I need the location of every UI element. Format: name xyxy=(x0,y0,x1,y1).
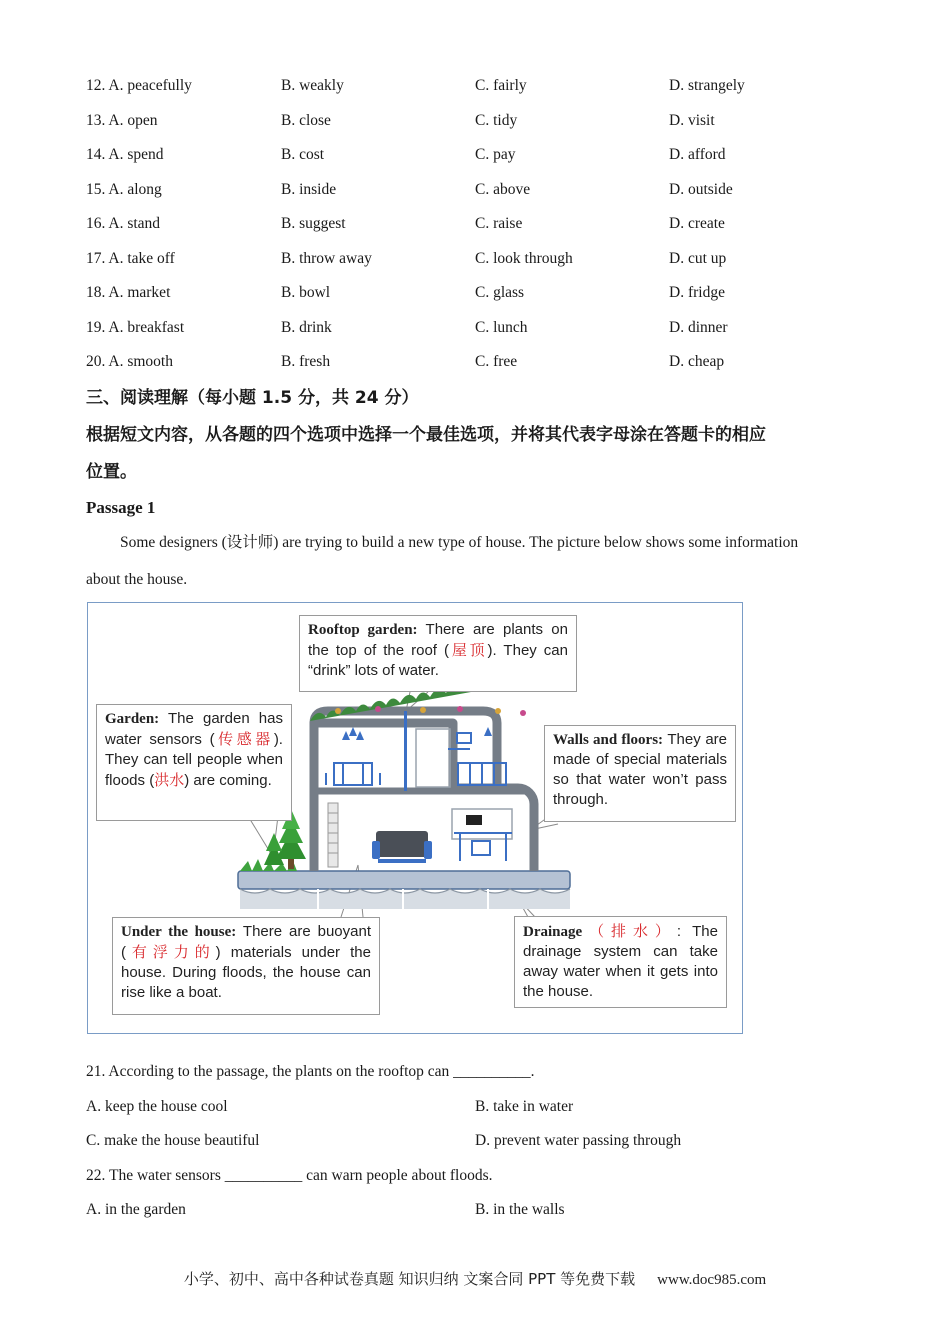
callout-text: ) are coming. xyxy=(184,772,272,789)
section-instruction: 根据短文内容，从各题的四个选项中选择一个最佳选项，并将其代表字母涂在答题卡的相应 xyxy=(86,425,766,445)
callout-text: They are made of special materials so that water won’t pass through. xyxy=(553,731,727,808)
callout-text: ). They can tell people when floods ( xyxy=(105,731,283,789)
option-b: B. inside xyxy=(281,181,337,198)
section-heading: 三、阅读理解（每小题 1.5 分，共 24 分） xyxy=(86,388,419,408)
option-c: C. look through xyxy=(475,250,573,267)
option-a: 14. A. spend xyxy=(86,146,164,163)
option-c: C. fairly xyxy=(475,77,527,94)
option-row-16 xyxy=(86,212,886,236)
callout-text: ). They can “drink” lots of water. xyxy=(308,642,568,679)
option-b: B. suggest xyxy=(281,215,346,232)
option-row-18 xyxy=(86,281,886,305)
option-b: B. weakly xyxy=(281,77,344,94)
option-c: C. raise xyxy=(475,215,523,232)
option-c: C. free xyxy=(475,353,518,370)
callout-rooftop-garden xyxy=(299,615,577,692)
option-row-15 xyxy=(86,178,886,202)
option-a: 17. A. take off xyxy=(86,250,175,267)
question-21-option-b: B. take in water xyxy=(475,1098,574,1115)
callout-label: Rooftop garden: xyxy=(308,622,418,638)
callout-text: There are buoyant ( xyxy=(121,923,371,961)
option-c: C. pay xyxy=(475,146,516,163)
option-a: 19. A. breakfast xyxy=(86,319,185,336)
callout-label: Drainage xyxy=(523,924,583,940)
passage-title: Passage 1 xyxy=(86,498,156,517)
option-c: C. tidy xyxy=(475,112,518,129)
option-a: 18. A. market xyxy=(86,284,171,301)
upstairs-furniture xyxy=(326,729,506,787)
option-d: D. cheap xyxy=(669,353,725,370)
question-21: 21. According to the passage, the plants on the rooftop can __________. xyxy=(86,1063,535,1080)
option-c: C. glass xyxy=(475,284,525,301)
callout-text: There are plants on the top of the roof ( xyxy=(308,621,568,659)
callout-text: The garden has water sensors ( xyxy=(105,710,283,748)
option-c: C. above xyxy=(475,181,531,198)
option-b: B. close xyxy=(281,112,331,129)
callout-cn-term: （排水） xyxy=(582,922,677,940)
option-row-14 xyxy=(86,143,886,167)
option-b: B. throw away xyxy=(281,250,372,267)
footer-link[interactable]: www.doc985.com xyxy=(657,1272,767,1288)
downstairs-furniture xyxy=(372,809,512,863)
option-b: B. fresh xyxy=(281,353,331,370)
option-d: D. fridge xyxy=(669,284,725,301)
question-22: 22. The water sensors __________ can warn people about floods. xyxy=(86,1167,493,1184)
question-21-option-a: A. keep the house cool xyxy=(86,1098,228,1115)
callout-text: : The drainage system can take away water when it gets into the house. xyxy=(523,923,718,1000)
option-row-20 xyxy=(86,350,886,374)
callout-cn-term: 传感器 xyxy=(214,730,274,748)
option-b: B. drink xyxy=(281,319,332,336)
passage-text-cont: about the house. xyxy=(86,571,188,588)
question-22-option-a: A. in the garden xyxy=(86,1201,186,1218)
callout-cn-term: 洪水 xyxy=(154,771,185,789)
option-a: 16. A. stand xyxy=(86,215,161,232)
callout-cn-term: 有浮力的 xyxy=(126,943,216,961)
option-row-19 xyxy=(86,316,886,340)
callout-label: Walls and floors: xyxy=(553,732,664,748)
section-instruction-cont: 位置。 xyxy=(86,462,137,482)
option-d: D. create xyxy=(669,215,725,232)
option-c: C. lunch xyxy=(475,319,528,336)
callout-drainage xyxy=(514,916,727,1008)
option-row-13 xyxy=(86,109,886,133)
option-a: 12. A. peacefully xyxy=(86,77,192,94)
question-21-option-c: C. make the house beautiful xyxy=(86,1132,260,1149)
option-d: D. visit xyxy=(669,112,715,129)
option-a: 20. A. smooth xyxy=(86,353,173,370)
option-d: D. afford xyxy=(669,146,726,163)
option-d: D. cut up xyxy=(669,250,727,267)
footer-text: 小学、初中、高中各种试卷真题 知识归纳 文案合同 PPT 等免费下载 xyxy=(183,1270,636,1288)
callout-garden xyxy=(96,704,292,821)
callout-label: Garden: xyxy=(105,711,160,727)
option-row-17 xyxy=(86,247,886,271)
callout-cn-term: 屋顶 xyxy=(448,641,488,659)
option-d: D. strangely xyxy=(669,77,745,94)
question-22-option-b: B. in the walls xyxy=(475,1201,565,1218)
callout-text: ) materials under the house. During floods, the house can rise like a boat. xyxy=(121,944,371,1001)
option-d: D. dinner xyxy=(669,319,728,336)
callout-label: Under the house: xyxy=(121,924,237,940)
callout-walls-floors xyxy=(544,725,736,822)
option-a: 15. A. along xyxy=(86,181,162,198)
callout-under-house xyxy=(112,917,380,1015)
passage-text: Some designers (设计师) are trying to build a new type of house. The picture below shows some information xyxy=(120,534,799,551)
option-row-12 xyxy=(86,74,886,98)
option-b: B. bowl xyxy=(281,284,331,301)
question-21-option-d: D. prevent water passing through xyxy=(475,1132,682,1149)
page-footer xyxy=(0,1268,950,1289)
buoyant-base xyxy=(238,871,570,909)
house-diagram xyxy=(87,602,743,1034)
option-b: B. cost xyxy=(281,146,325,163)
option-a: 13. A. open xyxy=(86,112,158,129)
option-d: D. outside xyxy=(669,181,733,198)
